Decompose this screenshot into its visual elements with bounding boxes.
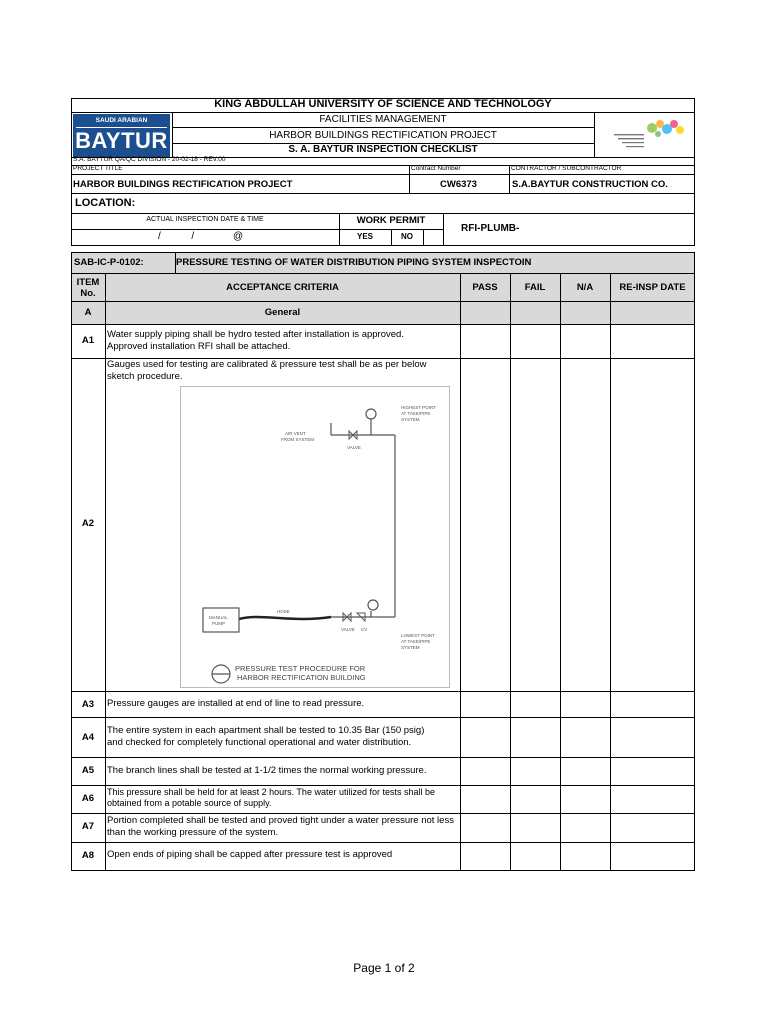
contractor-label: CONTRACTOR / SUBCONTRACTOR: [511, 165, 622, 172]
row-a8-item: A8: [81, 850, 95, 861]
project-title-center: HARBOR BUILDINGS RECTIFICATION PROJECT: [269, 130, 497, 141]
sketch-valve-top: VALVE: [347, 445, 361, 450]
header-item: ITEM No.: [76, 277, 100, 299]
facilities-management: FACILITIES MANAGEMENT: [319, 114, 447, 125]
svg-text:SYSTEM: SYSTEM: [401, 417, 420, 422]
project-title-label: PROJECT TITLE: [73, 165, 123, 172]
header-fail: FAIL: [524, 282, 546, 293]
row-a6-item: A6: [81, 793, 95, 804]
group-title: General: [264, 307, 301, 318]
header-pass: PASS: [472, 282, 498, 293]
pressure-test-diagram: [181, 387, 449, 687]
sketch-lowest-point: LOWEST POINT: [401, 633, 435, 638]
svg-text:PUMP: PUMP: [212, 621, 226, 626]
checklist-title: S. A. BAYTUR INSPECTION CHECKLIST: [288, 144, 478, 155]
row-a8-text: Open ends of piping shall be capped after pressure test is approved: [107, 849, 393, 860]
row-a6-text: This pressure shall be held for at least 2 hours. The water utilized for tests shall be obtained from a potable source of supply.: [107, 787, 435, 808]
header-criteria: ACCEPTANCE CRITERIA: [226, 282, 339, 293]
division-line: S.A. BAYTUR QA/QC DIVISION - 20-02-18 - REV.00: [73, 156, 226, 163]
svg-text:FROM SYSTEM: FROM SYSTEM: [281, 437, 315, 442]
row-a7-item: A7: [81, 821, 95, 832]
svg-text:AT TAKE/PIPE: AT TAKE/PIPE: [401, 411, 431, 416]
rfi-number: RFI-PLUMB-: [461, 223, 520, 234]
sketch-manual-pump: MANUAL: [209, 615, 228, 620]
sketch-check-valve: CV: [361, 627, 368, 632]
sketch-air-vent: AIR VENT: [285, 431, 306, 436]
contract-number-value: CW6373: [440, 179, 477, 190]
inspection-date-value[interactable]: / / @: [158, 231, 244, 242]
row-a2-item: A2: [81, 518, 95, 529]
project-title-value: HARBOR BUILDINGS RECTIFICATION PROJECT: [73, 179, 293, 190]
row-a1-item: A1: [81, 335, 95, 346]
header-reinsp-date: RE-INSP DATE: [619, 282, 686, 293]
inspection-date-label: ACTUAL INSPECTION DATE & TIME: [146, 216, 264, 223]
row-a5-item: A5: [81, 765, 95, 776]
pressure-test-sketch: [180, 386, 450, 688]
contract-number-label: Contract Number: [411, 165, 461, 172]
svg-text:SYSTEM: SYSTEM: [401, 645, 420, 650]
contractor-value: S.A.BAYTUR CONSTRUCTION CO.: [512, 179, 668, 190]
kaust-logo: [596, 114, 692, 156]
svg-text:AT TAKE/PIPE: AT TAKE/PIPE: [401, 639, 431, 644]
sketch-valve-bottom: VALVE: [341, 627, 355, 632]
sketch-caption-2: HARBOR RECTIFICATION BUILDING: [237, 673, 366, 682]
row-a5-text: The branch lines shall be tested at 1-1/2 times the normal working pressure.: [107, 765, 427, 776]
row-a4-text: The entire system in each apartment shall be tested to 10.35 Bar (150 psig) and checked for completely functional operational and water distribution.: [107, 725, 425, 748]
sketch-hose: HOSE: [277, 609, 290, 614]
row-a1-text: Water supply piping shall be hydro tested after installation is approved. Approved installation RFI shall be attached.: [107, 329, 404, 352]
logo-wordmark: BAYTUR: [75, 128, 168, 153]
group-item: A: [84, 307, 92, 318]
work-permit-yes[interactable]: YES: [356, 232, 373, 241]
row-a2-text: Gauges used for testing are calibrated & pressure test shall be as per below sketch procedure.: [107, 359, 427, 382]
row-a7-text: Portion completed shall be tested and proved tight under a water pressure not less than the working pressure of the system.: [107, 815, 454, 838]
header-na: N/A: [576, 282, 594, 293]
sketch-caption-1: PRESSURE TEST PROCEDURE FOR: [235, 664, 366, 673]
university-title: KING ABDULLAH UNIVERSITY OF SCIENCE AND TECHNOLOGY: [214, 98, 552, 110]
work-permit-label: WORK PERMIT: [356, 215, 426, 226]
section-code: SAB-IC-P-0102:: [74, 257, 144, 268]
location-label: LOCATION:: [75, 197, 136, 209]
page-number: Page 1 of 2: [353, 961, 415, 975]
section-title: PRESSURE TESTING OF WATER DISTRIBUTION PIPING SYSTEM INSPECTOIN: [176, 257, 532, 268]
sketch-highest-point: HIGHEST POINT: [401, 405, 436, 410]
work-permit-no[interactable]: NO: [401, 232, 413, 241]
logo-subtitle: SAUDI ARABIAN: [95, 117, 148, 124]
row-a3-text: Pressure gauges are installed at end of line to read pressure.: [107, 698, 365, 709]
baytur-logo: [73, 114, 170, 157]
row-a3-item: A3: [81, 699, 95, 710]
row-a4-item: A4: [81, 732, 95, 743]
